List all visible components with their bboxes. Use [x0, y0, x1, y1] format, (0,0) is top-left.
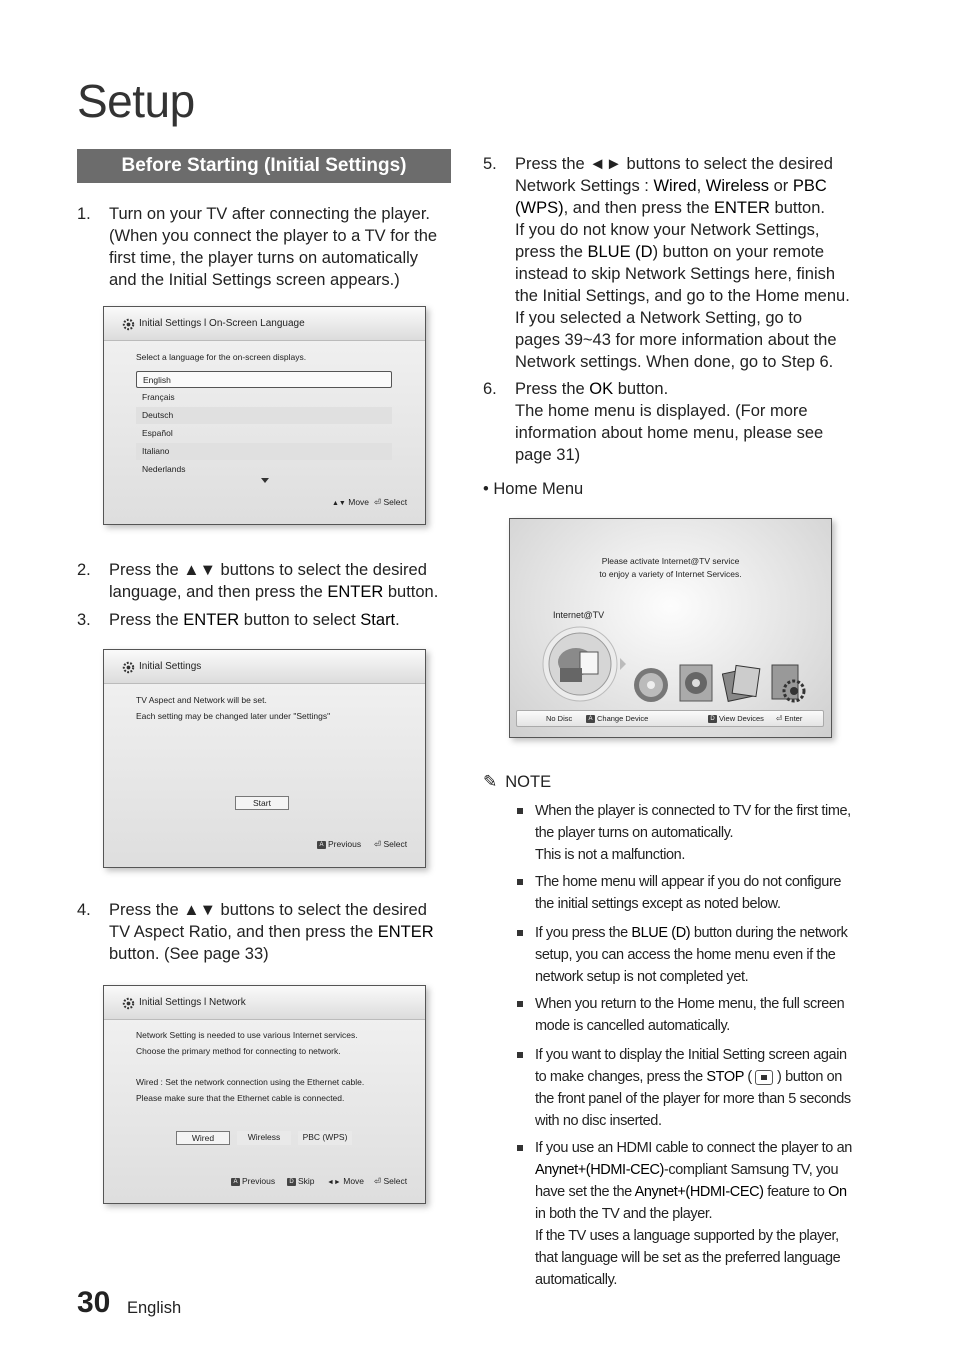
step-number: 1.: [77, 205, 91, 223]
a-key-icon: A: [586, 715, 595, 723]
photos-icon[interactable]: [722, 661, 762, 705]
enter-icon: ⏎: [374, 1176, 382, 1186]
step-line: first time, the player turns on automatically: [109, 249, 419, 267]
step-4: [77, 899, 457, 967]
text-run: or: [769, 177, 793, 195]
select-hint: [374, 497, 407, 508]
language-option[interactable]: Italiano: [136, 443, 392, 460]
pbc-wps-button[interactable]: PBC (WPS): [298, 1131, 352, 1145]
step-line: The home menu is displayed. (For more: [515, 402, 808, 420]
key-label: (WPS): [515, 199, 564, 217]
select-label: Select: [383, 839, 408, 849]
step-line: [515, 197, 873, 219]
bullet-icon: [517, 879, 523, 885]
text-run: , and then press the: [563, 199, 715, 217]
screen-title: Initial Settings l On-Screen Language: [139, 318, 305, 329]
note-line: in both the TV and the player.: [535, 1206, 713, 1222]
page-language: English: [127, 1299, 182, 1317]
text-run: Press the: [515, 380, 590, 398]
home-menu-screen: [509, 518, 832, 738]
text-run: button.: [769, 199, 825, 217]
text-run: press the: [515, 243, 588, 261]
gear-icon: [121, 996, 136, 1011]
change-device-label: Change Device: [597, 714, 649, 723]
text-run: button to select: [239, 611, 361, 629]
enter-label: Enter: [784, 714, 803, 723]
note-line: [535, 1066, 880, 1088]
initial-settings-screen: [103, 649, 426, 868]
note-line: This is not a malfunction.: [535, 847, 685, 863]
move-hint: [327, 1176, 364, 1186]
step-3: [77, 609, 457, 633]
key-label: BLUE (D): [631, 925, 691, 941]
enter-icon: ⏎: [374, 839, 382, 849]
text-run: feature to: [763, 1184, 829, 1200]
step-line: button. (See page 33): [109, 945, 269, 963]
note-title: NOTE: [505, 773, 552, 791]
note-line: the initial settings except as noted below.: [535, 896, 781, 912]
key-label: ENTER: [377, 923, 434, 941]
previous-label: Previous: [328, 839, 362, 849]
key-label: Wired: [653, 177, 697, 195]
step-line: information about home menu, please see: [515, 424, 824, 442]
screen-title: Initial Settings l Network: [139, 997, 246, 1008]
leftright-icon: ◄►: [327, 1179, 341, 1186]
bullet-icon: [517, 1001, 523, 1007]
previous-label: Previous: [242, 1176, 276, 1186]
note-item: [517, 800, 862, 866]
text-run: to make changes, press the: [535, 1069, 707, 1085]
key-label: Start: [360, 611, 396, 629]
step-line: page 31): [515, 446, 581, 464]
wireless-button[interactable]: Wireless: [237, 1131, 291, 1145]
step-6: [483, 378, 873, 468]
step-line: Network settings. When done, go to Step 6.: [515, 353, 834, 371]
view-devices-label: View Devices: [719, 714, 764, 723]
no-disc-label: No Disc: [546, 714, 573, 723]
step-line: [515, 241, 873, 263]
language-option[interactable]: Nederlands: [142, 464, 186, 474]
previous-hint: [231, 1176, 275, 1186]
note-line: If the TV uses a language supported by the player,: [535, 1228, 839, 1244]
screen-text: Please make sure that the Ethernet cable is connected.: [136, 1093, 345, 1103]
enter-icon: ⏎: [374, 497, 382, 507]
step-line: and the Initial Settings screen appears.): [109, 271, 400, 289]
step-line: the Initial Settings, and go to the Home menu.: [515, 287, 850, 305]
language-screen: [103, 306, 426, 525]
wired-button[interactable]: Wired: [176, 1131, 230, 1145]
note-item: [517, 922, 862, 988]
screen-text: Each setting may be changed later under "Settings": [136, 711, 331, 721]
view-devices-hint[interactable]: [708, 714, 764, 723]
screen-text: Network Setting is needed to use various Internet services.: [136, 1030, 358, 1040]
key-label: Wireless: [705, 177, 770, 195]
screen-text: TV Aspect and Network will be set.: [136, 695, 267, 705]
note-line: setup, you can access the home menu even if the: [535, 947, 836, 963]
skip-hint: [287, 1176, 315, 1186]
disc-icon[interactable]: [632, 664, 670, 704]
note-heading: [483, 772, 551, 792]
text-run: (: [743, 1069, 756, 1085]
text-run: Press the: [109, 611, 184, 629]
settings-icon[interactable]: [768, 661, 808, 705]
step-line: [109, 581, 459, 603]
language-option[interactable]: English: [136, 371, 392, 388]
text-run: .: [395, 611, 400, 629]
note-line: mode is cancelled automatically.: [535, 1018, 730, 1034]
screen-header: [104, 650, 425, 684]
move-label: Move: [343, 1176, 365, 1186]
move-label: Move: [348, 497, 370, 507]
internet-tv-label: Internet@TV: [553, 610, 605, 620]
language-option[interactable]: Français: [142, 392, 175, 402]
key-label: ENTER: [714, 199, 770, 217]
gear-icon: [121, 660, 136, 675]
step-line: Turn on your TV after connecting the player.: [109, 205, 431, 223]
note-line: When you return to the Home menu, the full screen: [535, 996, 845, 1012]
key-label: ENTER: [183, 611, 240, 629]
step-number: 5.: [483, 155, 497, 173]
text-run: button during the network: [690, 925, 848, 941]
a-key-icon: A: [317, 841, 326, 849]
text-run: If you press the: [535, 925, 632, 941]
key-label: ENTER: [327, 583, 384, 601]
text-run: TV Aspect Ratio, and then press the: [109, 923, 378, 941]
step-2: [77, 559, 457, 605]
previous-hint: [317, 839, 361, 849]
text-run: -compliant Samsung TV, you: [663, 1162, 839, 1178]
bullet-icon: [517, 1145, 523, 1151]
enter-hint[interactable]: [776, 714, 802, 723]
key-label: On: [828, 1184, 847, 1200]
stop-icon: [755, 1070, 773, 1085]
note-item: [517, 871, 862, 915]
language-option[interactable]: Español: [142, 428, 173, 438]
home-message: to enjoy a variety of Internet Services.: [599, 569, 742, 579]
section-heading: Before Starting (Initial Settings): [77, 149, 451, 183]
step-number: 2.: [77, 561, 91, 579]
note-line: If you use an HDMI cable to connect the player to an: [535, 1140, 852, 1156]
key-label: OK: [589, 380, 614, 398]
step-line: instead to skip Network Settings here, finish: [515, 265, 836, 283]
key-label: Anynet+(HDMI-CEC): [535, 1162, 664, 1178]
step-line: pages 39~43 for more information about the: [515, 331, 837, 349]
home-message: Please activate Internet@TV service: [601, 556, 740, 566]
step-line: Press the ▲▼ buttons to select the desired: [109, 901, 427, 919]
step-line: If you selected a Network Setting, go to: [515, 309, 803, 327]
screen-title: Initial Settings: [139, 661, 202, 672]
note-item: [517, 1044, 862, 1132]
updown-icon: ▲▼: [332, 500, 346, 507]
text-run: have set the the: [535, 1184, 635, 1200]
step-line: If you do not know your Network Settings,: [515, 221, 820, 239]
text-run: ) button on your remote: [652, 243, 825, 261]
note-item: [517, 1137, 862, 1291]
note-line: [535, 1159, 880, 1181]
step-line: Press the ◄► buttons to select the desired: [515, 155, 833, 173]
text-run: language, and then press the: [109, 583, 328, 601]
note-line: [535, 922, 880, 944]
text-run: ,: [696, 177, 706, 195]
select-hint: [374, 1176, 407, 1187]
step-line: (When you connect the player to a TV for the: [109, 227, 438, 245]
step-line: [515, 378, 873, 400]
start-button[interactable]: Start: [235, 796, 289, 810]
page-number: 30: [77, 1286, 111, 1319]
step-5: [483, 153, 873, 375]
bullet-icon: [517, 808, 523, 814]
select-label: Select: [383, 1176, 408, 1186]
key-label: Anynet+(HDMI-CEC): [634, 1184, 764, 1200]
enter-icon: ⏎: [776, 714, 783, 723]
text-run: button.: [383, 583, 439, 601]
internet-tv-icon[interactable]: [540, 622, 626, 702]
note-line: The home menu will appear if you do not configure: [535, 874, 842, 890]
screen-text: Choose the primary method for connecting to network.: [136, 1046, 341, 1056]
key-label: PBC: [792, 177, 827, 195]
d-key-icon: D: [287, 1178, 296, 1186]
network-screen: [103, 985, 426, 1204]
text-run: button.: [613, 380, 669, 398]
step-line: Press the ▲▼ buttons to select the desired: [109, 561, 427, 579]
select-hint: [374, 839, 407, 850]
step-number: 3.: [77, 611, 91, 629]
note-item: [517, 993, 862, 1037]
note-line: automatically.: [535, 1272, 617, 1288]
page-title: Setup: [77, 75, 195, 127]
step-number: 4.: [77, 901, 91, 919]
gear-icon: [121, 317, 136, 332]
change-device-hint[interactable]: [586, 714, 648, 723]
screen-text: Wired : Set the network connection using the Ethernet cable.: [136, 1077, 365, 1087]
key-label: STOP: [706, 1069, 744, 1085]
d-key-icon: D: [708, 715, 717, 723]
music-icon[interactable]: [676, 661, 716, 705]
screen-header: [104, 986, 425, 1020]
note-line: with no disc inserted.: [535, 1113, 662, 1129]
skip-label: Skip: [298, 1176, 315, 1186]
screen-header: [104, 307, 425, 341]
move-hint: [332, 497, 369, 507]
note-line: the player turns on automatically.: [535, 825, 734, 841]
language-option[interactable]: Deutsch: [136, 407, 392, 424]
note-line: [535, 1181, 880, 1203]
text-run: ) button on: [773, 1069, 842, 1085]
pencil-icon: ✎: [483, 772, 498, 791]
step-number: 6.: [483, 380, 497, 398]
screen-prompt: Select a language for the on-screen displays.: [136, 352, 307, 362]
note-line: that language will be set as the preferred language: [535, 1250, 841, 1266]
select-label: Select: [383, 497, 408, 507]
bullet-icon: [517, 1052, 523, 1058]
home-menu-label: • Home Menu: [483, 480, 584, 498]
key-label: BLUE (D: [587, 243, 653, 261]
step-line: [515, 175, 873, 197]
step-line: [109, 921, 459, 943]
note-line: the front panel of the player for more than 5 seconds: [535, 1091, 851, 1107]
step-1: [77, 203, 457, 293]
bullet-icon: [517, 930, 523, 936]
note-line: network setup is not completed yet.: [535, 969, 749, 985]
text-run: Network Settings :: [515, 177, 654, 195]
note-line: When the player is connected to TV for the first time,: [535, 803, 851, 819]
note-line: If you want to display the Initial Setting screen again: [535, 1047, 847, 1063]
scroll-down-icon[interactable]: [261, 478, 269, 483]
a-key-icon: A: [231, 1178, 240, 1186]
